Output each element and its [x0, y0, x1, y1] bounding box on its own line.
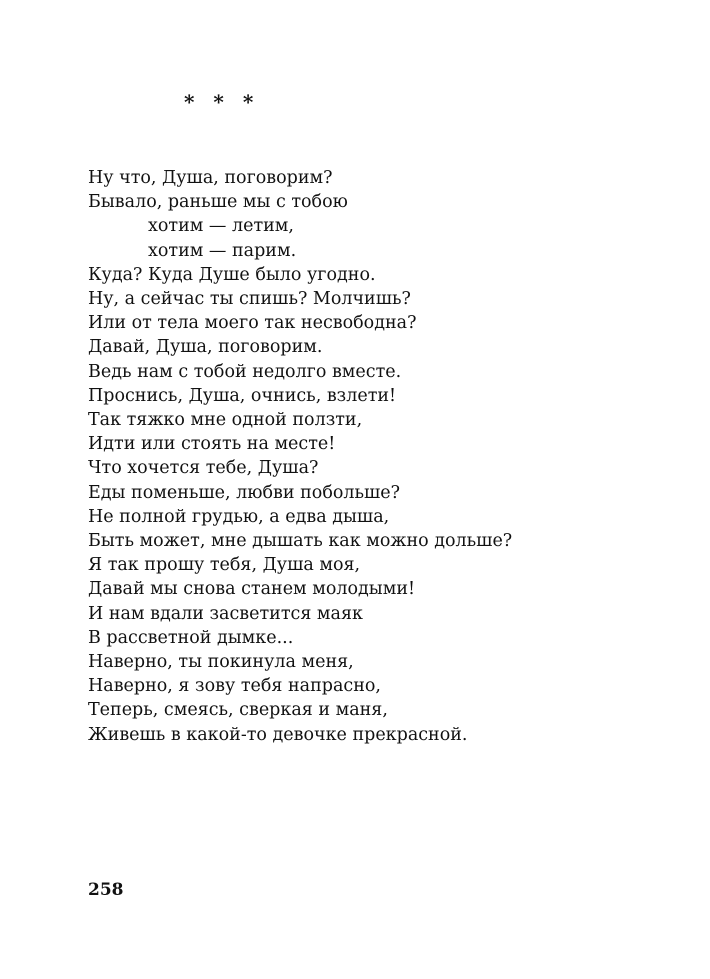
- poem-line: Давай мы снова станем молодыми!: [88, 579, 416, 600]
- poem-line: В рассветной дымке...: [88, 627, 294, 648]
- poem-line: Я так прошу тебя, Душа моя,: [88, 555, 361, 576]
- poem-line: Теперь, смеясь, сверкая и маня,: [88, 700, 388, 721]
- poem-text: [88, 166, 668, 747]
- poem-line: Наверно, ты покинула меня,: [88, 652, 354, 673]
- poem-line: хотим — парим.: [148, 240, 297, 261]
- poem-line: Идти или стоять на месте!: [88, 434, 336, 455]
- poem-line: Бывало, раньше мы с тобою: [88, 192, 348, 213]
- poem-line: хотим — летим,: [148, 216, 294, 237]
- poem-line: Не полной грудью, а едва дыша,: [88, 506, 390, 527]
- poem-line: Еды поменьше, любви побольше?: [88, 482, 401, 503]
- poem-line: И нам вдали засветится маяк: [88, 603, 363, 624]
- section-ornament: * * *: [184, 90, 260, 114]
- poem-line: Ведь нам с тобой недолго вместе.: [88, 361, 402, 382]
- poem-line: Ну, а сейчас ты спишь? Молчишь?: [88, 289, 411, 310]
- poem-line: Или от тела моего так несвободна?: [88, 313, 417, 334]
- poem-line: Живешь в какой-то девочке прекрасной.: [88, 724, 468, 745]
- page-number: 258: [88, 880, 124, 900]
- poem-line: Так тяжко мне одной ползти,: [88, 410, 363, 431]
- poem-line: Ну что, Душа, поговорим?: [88, 168, 333, 188]
- poem-line: Куда? Куда Душе было угодно.: [88, 264, 376, 285]
- poem-line: Наверно, я зову тебя напрасно,: [88, 676, 381, 697]
- poem-line: Проснись, Душа, очнись, взлети!: [88, 385, 397, 406]
- poem-line: Давай, Душа, поговорим.: [88, 337, 323, 358]
- poem-line: Быть может, мне дышать как можно дольше?: [88, 531, 513, 552]
- poem-line: Что хочется тебе, Душа?: [88, 458, 319, 479]
